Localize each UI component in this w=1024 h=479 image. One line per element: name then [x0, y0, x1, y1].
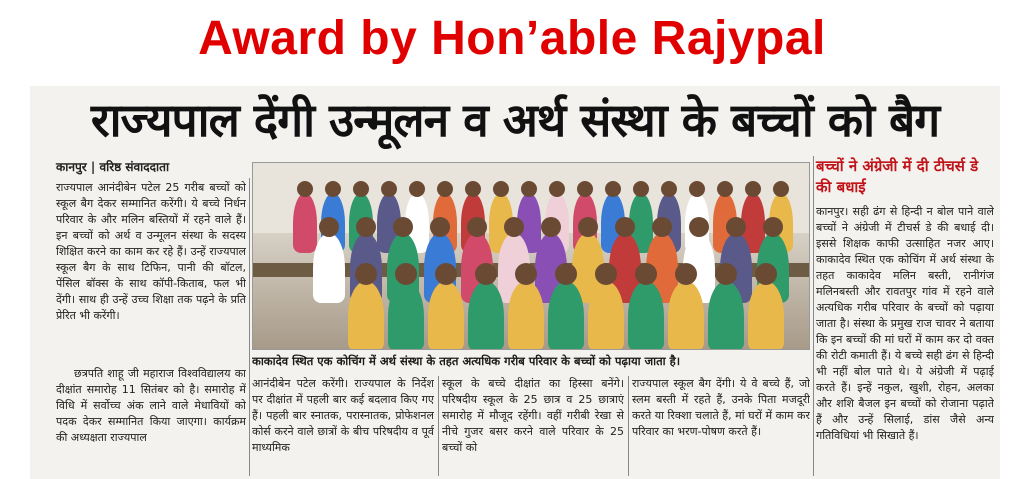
photo-person: [468, 281, 504, 350]
photo-person-head: [726, 217, 746, 237]
photo-person-head: [395, 263, 417, 285]
photo-caption: काकादेव स्थित एक कोचिंग में अर्थ संस्था के तहत अत्यधिक गरीब परिवार के बच्चों को पढ़ाया जाता है।: [252, 354, 681, 368]
photo-person-head: [409, 181, 425, 197]
photo-person-head: [689, 217, 709, 237]
photo-person-head: [578, 217, 598, 237]
photo-person-head: [465, 181, 481, 197]
left-column-para-2: छत्रपति शाहू जी महाराज विश्वविद्यालय का दीक्षांत समारोह 11 सितंबर को है। समारोह में विधि में सर्वोच्च अंक लाने वाले मेधावियों को पदक देकर सम्मानित किया जाएगा। कार्यक्रम की अध्यक्षता राज्यपाल: [56, 367, 246, 444]
photo-person-head: [715, 263, 737, 285]
photo-person-head: [615, 217, 635, 237]
left-column-para-1: राज्यपाल आनंदीबेन पटेल 25 गरीब बच्चों को स्कूल बैग देकर सम्मानित करेंगी। ये बच्चे निर्धन परिवार के और मलिन बस्तियों में रहने वाले हैं। इन बच्चों को अर्थ व उन्मूलन संस्था के सदस्य शिक्षित करने का काम कर रहे हैं। उन्हें राज्यपाल स्कूल बैग के साथ टिफिन, पानी की बॉटल, पेंसिल बॉक्स के साथ कॉपी-किताब, फल भी देंगी। साथ ही उन्हें उच्च शिक्षा तक पढ़ने के प्रति प्रेरित भी करेंगी।: [56, 181, 246, 322]
column-divider: [438, 376, 439, 476]
newspaper-clipping: [30, 86, 1000, 479]
photo-person-head: [773, 181, 789, 197]
photo-person-head: [437, 181, 453, 197]
photo-person: [588, 281, 624, 350]
photo-person-head: [353, 181, 369, 197]
photo-person: [313, 233, 345, 303]
column-divider: [813, 156, 814, 476]
photo-person-head: [635, 263, 657, 285]
photo-person-head: [515, 263, 537, 285]
photo-person-head: [297, 181, 313, 197]
photo-person-head: [689, 181, 705, 197]
photo-person-head: [435, 263, 457, 285]
photo-person-head: [393, 217, 413, 237]
photo-person-head: [325, 181, 341, 197]
photo-person-head: [381, 181, 397, 197]
side-article-text: कानपुर। सही ढंग से हिन्दी न बोल पाने वाले बच्चों ने अंग्रेजी में टीचर्स डे की बधाई दी। इससे शिक्षक काफी उत्साहित नजर आए। काकादेव स्थित एक कोचिंग में अर्थ संस्था के तहत काकादेव मलिन बस्ती, रानीगंज मलिनबस्ती और रावतपुर गांव में रहने वाले अत्यधिक गरीब परिवार के बच्चों को पढ़ाया जाता है। संस्था के प्रमुख राज चावर ने बताया कि इन बच्चों की मां घरों में काम कर दो वक्त की रोटी कमाती हैं। ये बच्चे सही ढंग से हिन्दी भी नहीं बोल पाते थे। ये अंग्रेजी में पढ़ाई करते हैं। इन्हें नकुल, खुशी, रोहन, अलका और शशि बैजल इन बच्चों को रोजाना पढ़ाते हैं और उन्हें सिलाई, डांस जैसे अन्य गतिविधियां भी सिखाते हैं।: [816, 205, 994, 442]
photo-person-head: [504, 217, 524, 237]
photo-person-head: [493, 181, 509, 197]
photo-person: [293, 193, 317, 253]
photo-person-head: [356, 217, 376, 237]
photo-person-head: [763, 217, 783, 237]
byline: कानपुर | वरिष्ठ संवाददाता: [56, 160, 170, 174]
photo-person-head: [555, 263, 577, 285]
photo-person: [548, 281, 584, 350]
photo-person: [748, 281, 784, 350]
photo-person: [708, 281, 744, 350]
side-article-headline: बच्चों ने अंग्रेजी में दी टीचर्स डे की बधाई: [816, 157, 979, 196]
photo-person-head: [319, 217, 339, 237]
photo-person-head: [475, 263, 497, 285]
photo-person: [628, 281, 664, 350]
photo-person-head: [745, 181, 761, 197]
middle-column-3: राज्यपाल स्कूल बैग देंगी। ये वे बच्चे हैं, जो स्लम बस्ती में रहते हैं, उनके पिता मजदूरी करते या रिक्शा चलाते हैं, मां घरों में काम कर परिवार का भरण-पोषण करते हैं।: [632, 377, 810, 438]
photo-person-head: [549, 181, 565, 197]
photo-person-head: [717, 181, 733, 197]
photo-person-head: [755, 263, 777, 285]
photo-person-head: [430, 217, 450, 237]
group-photo: [252, 162, 810, 350]
photo-person-head: [595, 263, 617, 285]
photo-person: [508, 281, 544, 350]
column-divider: [628, 376, 629, 476]
award-title: Award by Hon’able Rajypal: [198, 12, 826, 65]
middle-column-1: आनंदीबेन पटेल करेंगी। राज्यपाल के निर्देश पर दीक्षांत में पहली बार कई बदलाव किए गए हैं। पहली बार स्नातक, परास्नातक, प्रोफेशनल कोर्स करने वाले छात्रों के बीच परिषदीय व पूर्व माध्यमिक: [252, 377, 434, 454]
photo-person-head: [541, 217, 561, 237]
photo-person-head: [467, 217, 487, 237]
photo-person-head: [633, 181, 649, 197]
photo-person-head: [661, 181, 677, 197]
column-divider: [249, 178, 250, 476]
photo-person-head: [652, 217, 672, 237]
article-headline: राज्यपाल देंगी उन्मूलन व अर्थ संस्था के बच्चों को बैग: [90, 93, 940, 147]
photo-person: [428, 281, 464, 350]
photo-person: [668, 281, 704, 350]
photo-person: [348, 281, 384, 350]
photo-person: [388, 281, 424, 350]
photo-person-head: [605, 181, 621, 197]
photo-person-head: [521, 181, 537, 197]
photo-person-head: [577, 181, 593, 197]
middle-column-2: स्कूल के बच्चे दीक्षांत का हिस्सा बनेंगे। परिषदीय स्कूल के 25 छात्र व 25 छात्राएं समारोह में मौजूद रहेंगी। वहीं गरीबी रेखा से नीचे गुजर बसर करने वाले परिवार के 25 बच्चों को: [442, 377, 624, 454]
photo-person-head: [355, 263, 377, 285]
photo-person-head: [675, 263, 697, 285]
